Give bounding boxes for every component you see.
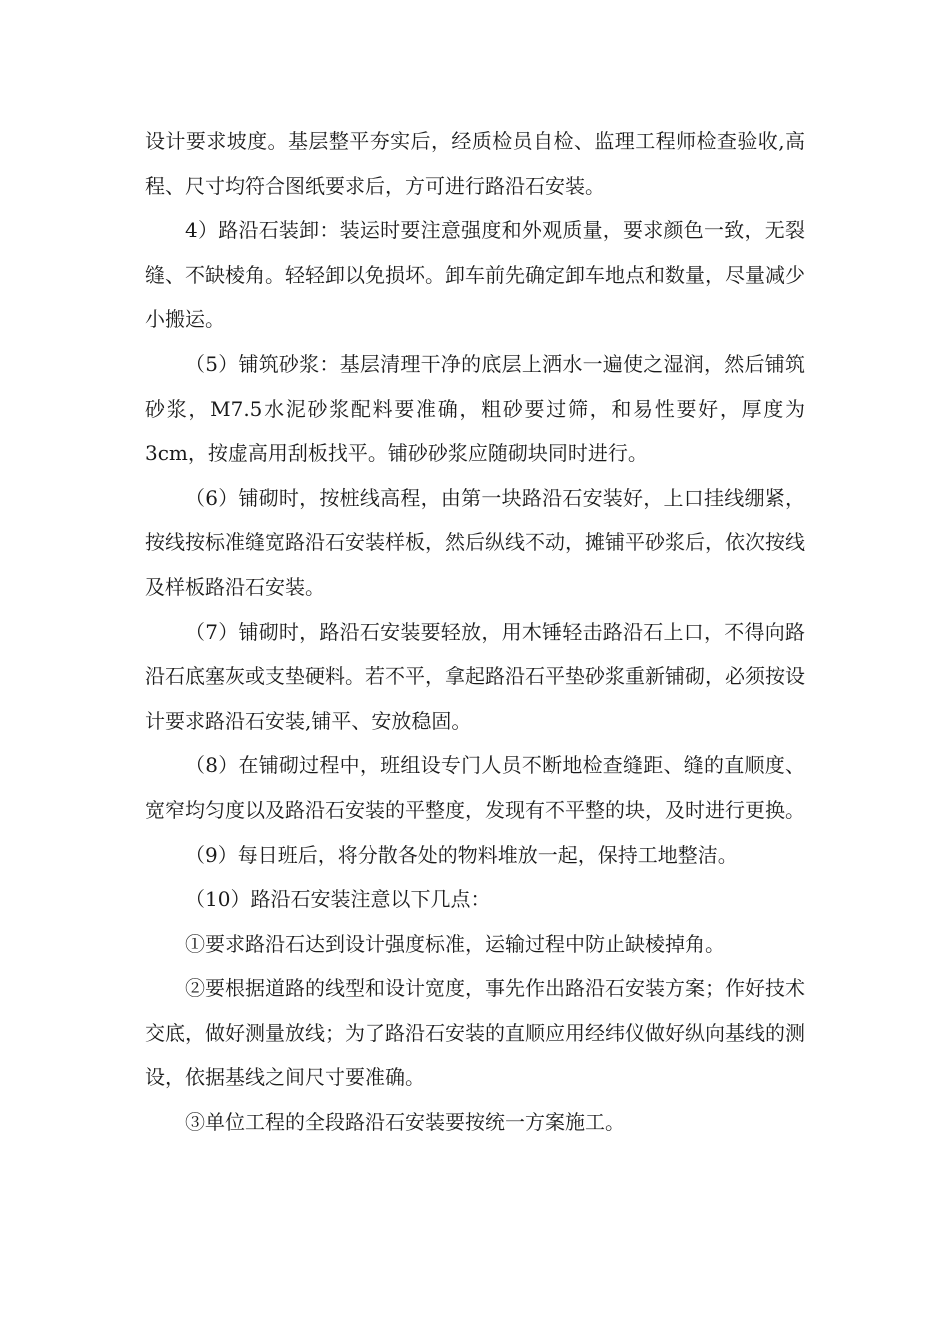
paragraph-1: 设计要求坡度。基层整平夯实后，经质检员自检、监理工程师检查验收,高程、尺寸均符合图纸要求后，方可进行路沿石安装。 — [145, 129, 805, 198]
paragraph-8: （10）路沿石安装注意以下几点： — [185, 887, 491, 912]
paragraph-5: （7）铺砌时，路沿石安装要轻放，用木锤轻击路沿石上口，不得向路沿石底塞灰或支垫硬料。若不平，拿起路沿石平垫砂浆重新铺砌，必须按设计要求路沿石安装,铺平、安放稳固。 — [145, 619, 805, 733]
paragraph-2: 4）路沿石装卸：装运时要注意强度和外观质量，要求颜色一致，无裂缝、不缺棱角。轻轻卸以免损坏。卸车前先确定卸车地点和数量，尽量减少小搬运。 — [145, 218, 805, 332]
paragraph-6: （8）在铺砌过程中，班组设专门人员不断地检查缝距、缝的直顺度、宽窄均匀度以及路沿石安装的平整度，发现有不平整的块，及时进行更换。 — [145, 753, 805, 822]
paragraph-3: （5）铺筑砂浆：基层清理干净的底层上洒水一遍使之湿润，然后铺筑砂浆，M7.5水泥砂浆配料要准确，粗砂要过筛，和易性要好，厚度为3cm，按虚高用刮板找平。铺砂砂浆应随砌块同时进行。 — [145, 351, 805, 466]
paragraph-4: （6）铺砌时，按桩线高程，由第一块路沿石安装好，上口挂线绷紧，按线按标准缝宽路沿石安装样板，然后纵线不动，摊铺平砂浆后，依次按线及样板路沿石安装。 — [145, 485, 805, 599]
paragraph-10: ②要根据道路的线型和设计宽度，事先作出路沿石安装方案；作好技术交底，做好测量放线；为了路沿石安装的直顺应用经纬仪做好纵向基线的测设，依据基线之间尺寸要准确。 — [145, 976, 805, 1090]
paragraph-11: ③单位工程的全段路沿石安装要按统一方案施工。 — [185, 1110, 625, 1135]
paragraph-7: （9）每日班后，将分散各处的物料堆放一起，保持工地整洁。 — [185, 842, 738, 867]
paragraph-9: ①要求路沿石达到设计强度标准，运输过程中防止缺棱掉角。 — [185, 931, 725, 956]
document-body — [145, 119, 805, 1145]
